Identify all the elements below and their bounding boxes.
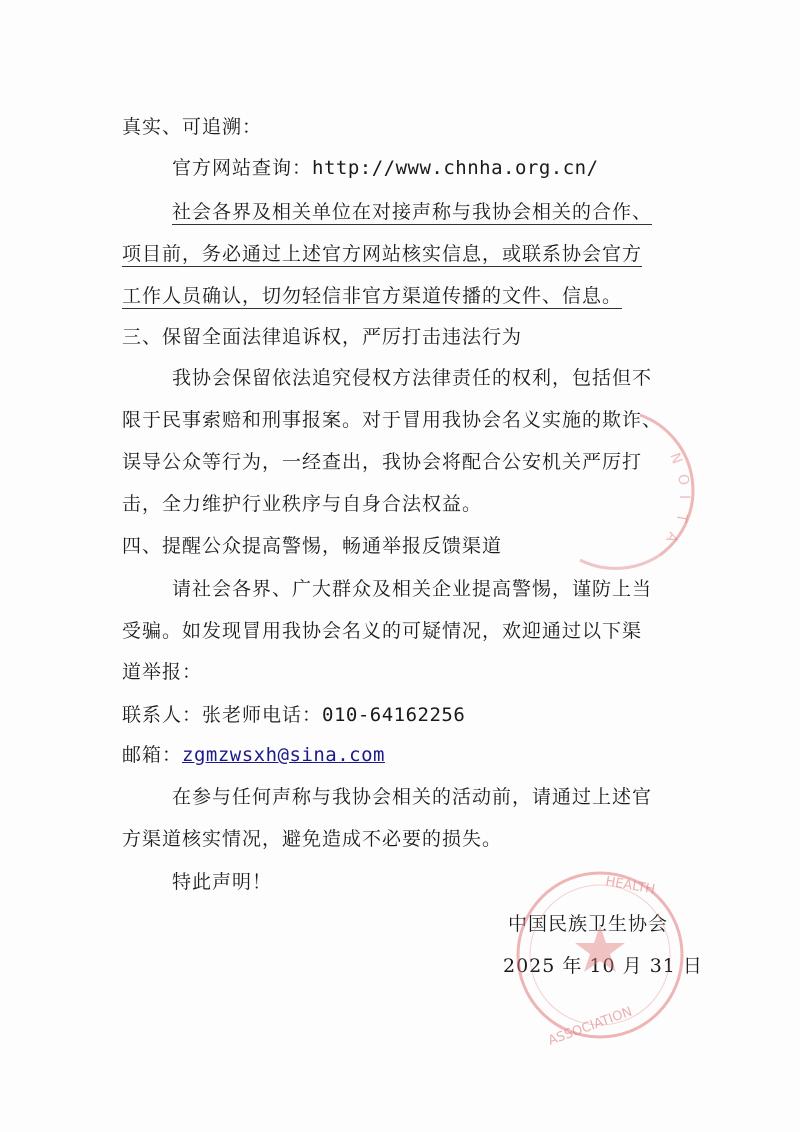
seal-text-lower: ASSOCIATION (546, 1004, 635, 1049)
svg-text:I: I (676, 495, 692, 500)
paragraph-line (122, 657, 202, 687)
text: 受骗。如发现冒用我协会名义的可疑情况，欢迎通过以下渠 (122, 620, 643, 642)
svg-text:O: O (674, 472, 692, 487)
text: 误导公众等行为，一经查出，我协会将配合公安机关严厉打 (122, 451, 643, 473)
closing-line (172, 867, 272, 897)
website-line (172, 153, 599, 183)
paragraph-line (122, 489, 482, 519)
svg-text:N: N (666, 450, 685, 467)
text: 道举报： (122, 661, 203, 683)
heading-text: 三、保留全面法律追诉权，严厉打击违法行为 (122, 326, 523, 348)
heading-text: 四、提醒公众提高警惕，畅通举报反馈渠道 (122, 535, 503, 557)
email-label: 邮箱： (122, 744, 183, 766)
text: 限于民事索赔和刑事报案。对于冒用我协会名义实施的欺诈、 (122, 409, 663, 431)
paragraph-line (172, 363, 652, 393)
text: 真实、可追溯： (122, 116, 263, 138)
paragraph-line (172, 197, 652, 227)
paragraph-line (122, 112, 262, 142)
website-label: 官方网站查询： (172, 157, 313, 179)
paragraph-line (122, 447, 642, 477)
paragraph-line (172, 574, 652, 604)
paragraph-line (122, 281, 622, 311)
text: 我协会保留依法追究侵权方法律责任的权利，包括但不 (172, 367, 653, 389)
email-link[interactable]: zgmzwsxh@sina.com (182, 744, 385, 766)
org-name: 中国民族卫生协会 (508, 913, 669, 935)
text: 方渠道核实情况，避免造成不必要的损失。 (122, 828, 503, 850)
paragraph-line (172, 782, 652, 812)
signature-date (503, 951, 703, 981)
text: 在参与任何声称与我协会相关的活动前，请通过上述官 (172, 786, 653, 808)
email-line (122, 740, 385, 770)
svg-text:A: A (662, 529, 681, 545)
contact-label: 联系人：张老师电话： (122, 704, 323, 726)
paragraph-line (122, 824, 502, 854)
text: 击，全力维护行业秩序与自身合法权益。 (122, 493, 483, 515)
section-heading-3 (122, 322, 522, 352)
svg-text:T: T (672, 512, 690, 524)
paragraph-line (122, 239, 642, 269)
text: 请社会各界、广大群众及相关企业提高警惕，谨防上当 (172, 578, 653, 600)
signature-org (508, 909, 668, 939)
contact-phone: 010-64162256 (322, 704, 466, 726)
underlined-text: 工作人员确认，切勿轻信非官方渠道传播的文件、信息。 (122, 285, 623, 307)
paragraph-line (122, 616, 642, 646)
website-url[interactable]: http://www.chnha.org.cn/ (312, 157, 599, 179)
contact-line (122, 700, 465, 730)
paragraph-line (122, 405, 662, 435)
underlined-text: 项目前，务必通过上述官方网站核实信息，或联系协会官方 (122, 243, 643, 265)
closing-text: 特此声明！ (172, 871, 273, 893)
section-heading-4 (122, 531, 502, 561)
underlined-text: 社会各界及相关单位在对接声称与我协会相关的合作、 (172, 201, 653, 223)
seal-text-upper: HEALTH (604, 874, 657, 898)
date-text: 2025 年 10 月 31 日 (503, 955, 703, 977)
